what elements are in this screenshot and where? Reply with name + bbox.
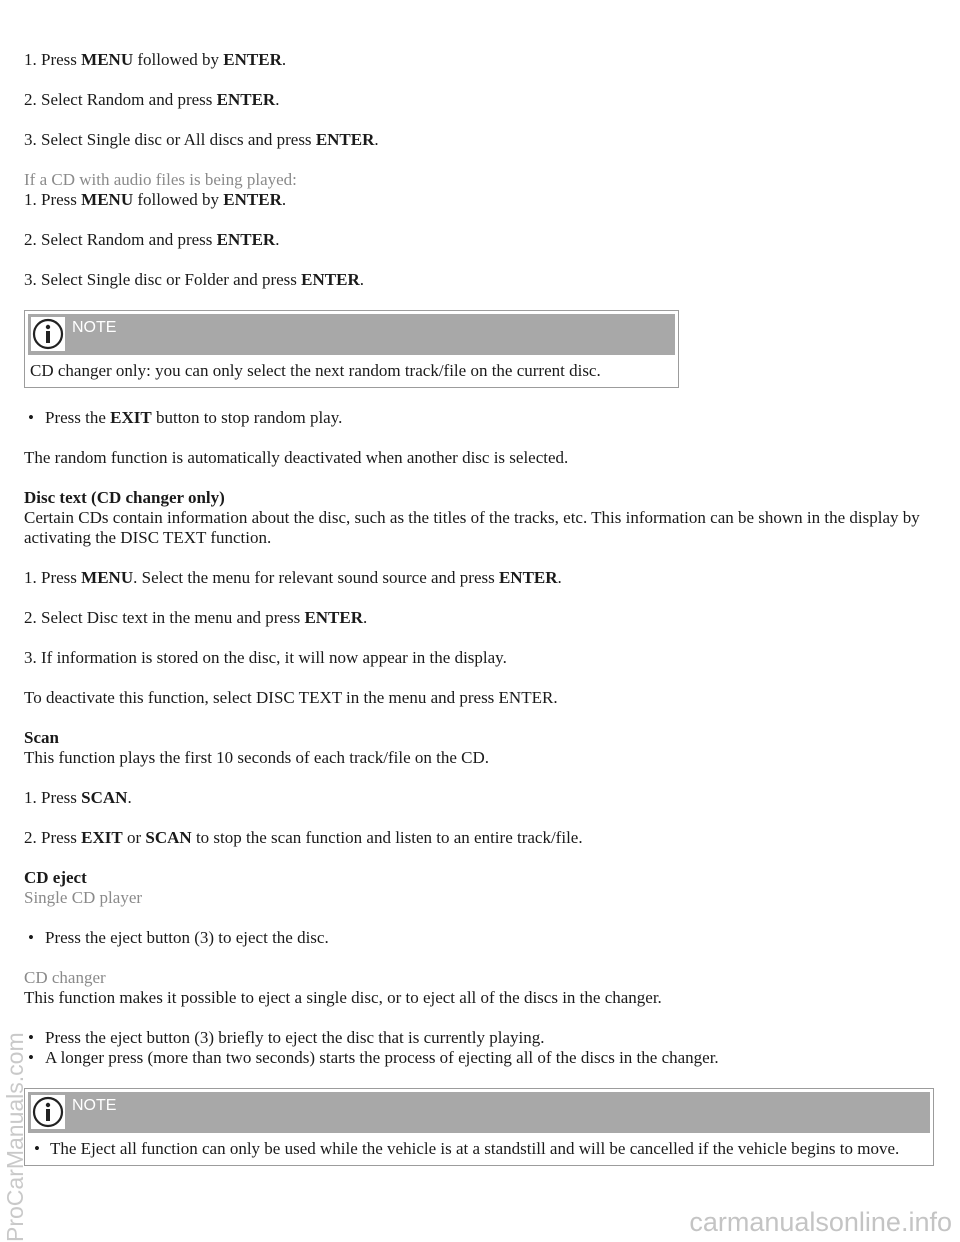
key-enter: ENTER <box>301 270 360 289</box>
disc-text-step1 <box>24 568 934 588</box>
step-text: 2. Select Random and press <box>24 230 217 249</box>
step-text: . <box>363 608 368 627</box>
list-item: • A longer press (more than two seconds) starts the process of ejecting all of the discs in the changer. <box>24 1048 934 1068</box>
note-text: CD changer only: you can only select the next random track/file on the current disc. <box>30 361 601 380</box>
manual-page <box>24 50 934 1186</box>
watermark-left: ProCarManuals.com <box>2 1032 28 1242</box>
step-text: 2. Press <box>24 828 82 847</box>
step-text: 3. Select Single disc or Folder and press <box>24 270 302 289</box>
item-text: button to stop random play. <box>151 408 343 427</box>
single-cd-heading: Single CD player <box>24 888 143 907</box>
scan-step2 <box>24 828 934 848</box>
disc-text-deactivate: To deactivate this function, select DISC TEXT in the menu and press ENTER. <box>24 688 558 707</box>
random-deactivated-text: The random function is automatically deactivated when another disc is selected. <box>24 448 569 467</box>
eject-heading <box>24 868 934 888</box>
key-enter: ENTER <box>223 50 282 69</box>
step-text: 2. Select Disc text in the menu and press <box>24 608 305 627</box>
step-text: or <box>122 828 146 847</box>
step-b1 <box>24 190 934 210</box>
disc-text-step3: 3. If information is stored on the disc, it will now appear in the display. <box>24 648 507 667</box>
key-menu: MENU <box>81 50 134 69</box>
note-label: NOTE <box>72 1097 117 1114</box>
key-menu: MENU <box>81 190 134 209</box>
step-text: . <box>275 90 280 109</box>
note-box-random <box>24 310 679 388</box>
key-enter: ENTER <box>315 130 375 149</box>
key-exit: EXIT <box>110 408 152 427</box>
step-a2 <box>24 90 934 110</box>
step-text: . <box>281 190 287 209</box>
key-enter: ENTER <box>498 568 558 587</box>
step-b3 <box>24 270 934 290</box>
step-a3 <box>24 130 934 150</box>
step-text: followed by <box>133 50 224 69</box>
key-exit: EXIT <box>81 828 123 847</box>
key-scan: SCAN <box>81 788 128 807</box>
step-text: 1. Press <box>24 50 82 69</box>
key-enter: ENTER <box>216 90 276 109</box>
step-a1 <box>24 50 934 70</box>
step-text: . <box>281 50 287 69</box>
step-text: . <box>127 788 132 807</box>
step-text: . <box>374 130 379 149</box>
exit-list <box>24 408 934 428</box>
scan-heading <box>24 728 934 748</box>
step-text: . Select the menu for relevant sound source and press <box>133 568 499 587</box>
cd-changer-intro: This function makes it possible to eject a single disc, or to eject all of the discs in the changer. <box>24 988 662 1007</box>
heading-text: Disc text (CD changer only) <box>24 488 225 507</box>
step-text: . <box>359 270 364 289</box>
step-text: . <box>275 230 280 249</box>
item-text: Press the <box>45 408 111 427</box>
step-text: 2. Select Random and press <box>24 90 217 109</box>
step-b2 <box>24 230 934 250</box>
scan-intro: This function plays the first 10 seconds of each track/file on the CD. <box>24 748 490 767</box>
scan-step1 <box>24 788 934 808</box>
disc-text-heading <box>24 488 934 508</box>
list-item: • Press the eject button (3) briefly to eject the disc that is currently playing. <box>24 1028 934 1048</box>
heading-text: CD eject <box>24 868 87 887</box>
cd-changer-heading: CD changer <box>24 968 106 987</box>
list-item <box>24 408 934 428</box>
key-menu: MENU <box>81 568 134 587</box>
note-header <box>28 1092 930 1133</box>
cd-changer-list <box>24 1028 934 1068</box>
note-label: NOTE <box>72 319 117 336</box>
audio-files-heading: If a CD with audio files is being played: <box>24 170 297 189</box>
key-enter: ENTER <box>304 608 364 627</box>
disc-text-intro: Certain CDs contain information about the disc, such as the titles of the tracks, etc. This information can be shown in the display by activating the DISC TEXT function. <box>24 508 920 547</box>
note-box-eject <box>24 1088 934 1166</box>
key-enter: ENTER <box>223 190 282 209</box>
info-icon <box>31 1095 65 1129</box>
note-body <box>28 1133 930 1162</box>
single-cd-list <box>24 928 934 948</box>
heading-text: Scan <box>24 728 59 747</box>
step-text: 1. Press <box>24 788 82 807</box>
step-text: followed by <box>133 190 224 209</box>
list-item: • The Eject all function can only be used while the vehicle is at a standstill and will be cancelled if the vehicle begins to move. <box>30 1139 928 1159</box>
list-item: • Press the eject button (3) to eject the disc. <box>24 928 934 948</box>
step-text: 3. Select Single disc or All discs and press <box>24 130 316 149</box>
step-text: to stop the scan function and listen to an entire track/file. <box>191 828 583 847</box>
disc-text-step2 <box>24 608 934 628</box>
note-header <box>28 314 675 355</box>
watermark-bottom: carmanualsonline.info <box>689 1207 952 1237</box>
step-text: 1. Press <box>24 568 82 587</box>
step-text: 1. Press <box>24 190 82 209</box>
info-icon <box>31 317 65 351</box>
step-text: . <box>557 568 562 587</box>
note-list <box>30 1139 928 1159</box>
key-scan: SCAN <box>145 828 192 847</box>
key-enter: ENTER <box>216 230 276 249</box>
